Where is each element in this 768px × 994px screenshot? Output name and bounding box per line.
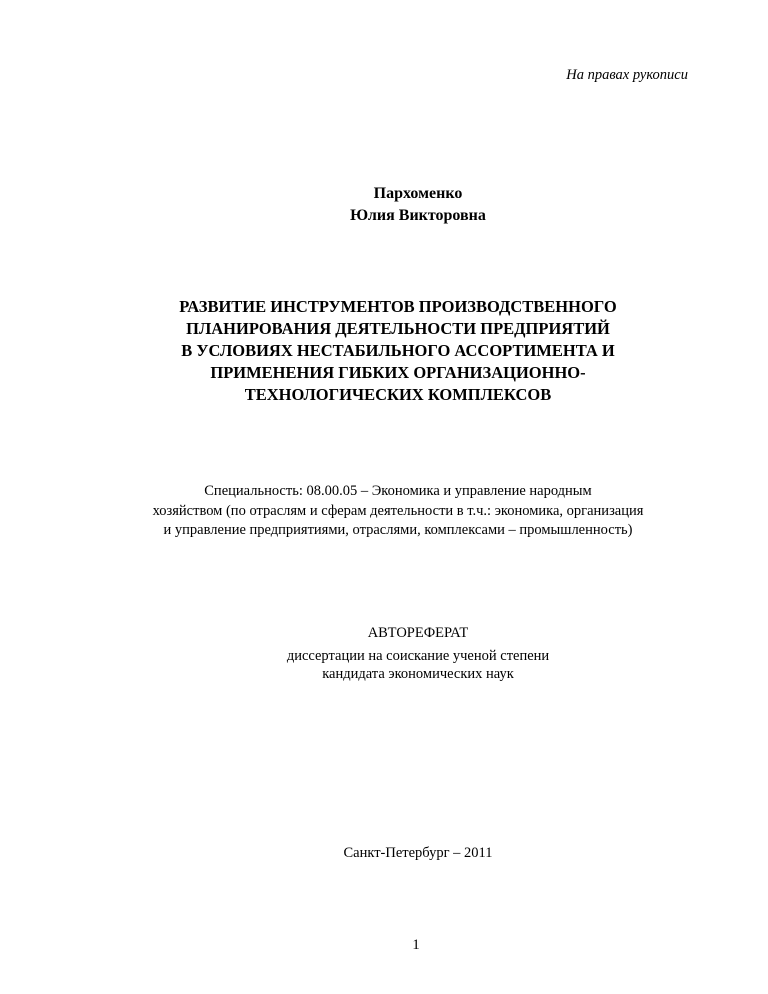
document-type: АВТОРЕФЕРАТ — [367, 625, 469, 641]
dissertation-title — [14, 296, 768, 406]
purpose-block — [34, 648, 768, 683]
specialty-block — [14, 482, 768, 541]
title-line: В УСЛОВИЯХ НЕСТАБИЛЬНОГО АССОРТИМЕНТА И — [181, 341, 615, 360]
title-line: РАЗВИТИЕ ИНСТРУМЕНТОВ ПРОИЗВОДСТВЕННОГО — [179, 297, 617, 316]
title-line: ПРИМЕНЕНИЯ ГИБКИХ ОРГАНИЗАЦИОННО- — [210, 363, 586, 382]
city-year: Санкт-Петербург – 2011 — [343, 845, 493, 861]
specialty-line: хозяйством (по отраслям и сферам деятельности в т.ч.: экономика, организация — [152, 502, 644, 519]
title-line: ПЛАНИРОВАНИЯ ДЕЯТЕЛЬНОСТИ ПРЕДПРИЯТИЙ — [186, 319, 610, 338]
author-surname: Пархоменко — [373, 185, 463, 202]
purpose-line: диссертации на соискание ученой степени — [286, 648, 550, 664]
specialty-line: и управление предприятиями, отраслями, комплексами – промышленность) — [163, 522, 633, 538]
title-line: ТЕХНОЛОГИЧЕСКИХ КОМПЛЕКСОВ — [244, 385, 552, 404]
author-given-names: Юлия Викторовна — [350, 207, 486, 224]
rights-note: На правах рукописи — [566, 67, 688, 83]
specialty-line: Специальность: 08.00.05 – Экономика и управление народным — [204, 483, 592, 499]
author-block — [34, 183, 768, 227]
page-number: 1 — [412, 937, 420, 953]
purpose-line: кандидата экономических наук — [322, 665, 514, 682]
